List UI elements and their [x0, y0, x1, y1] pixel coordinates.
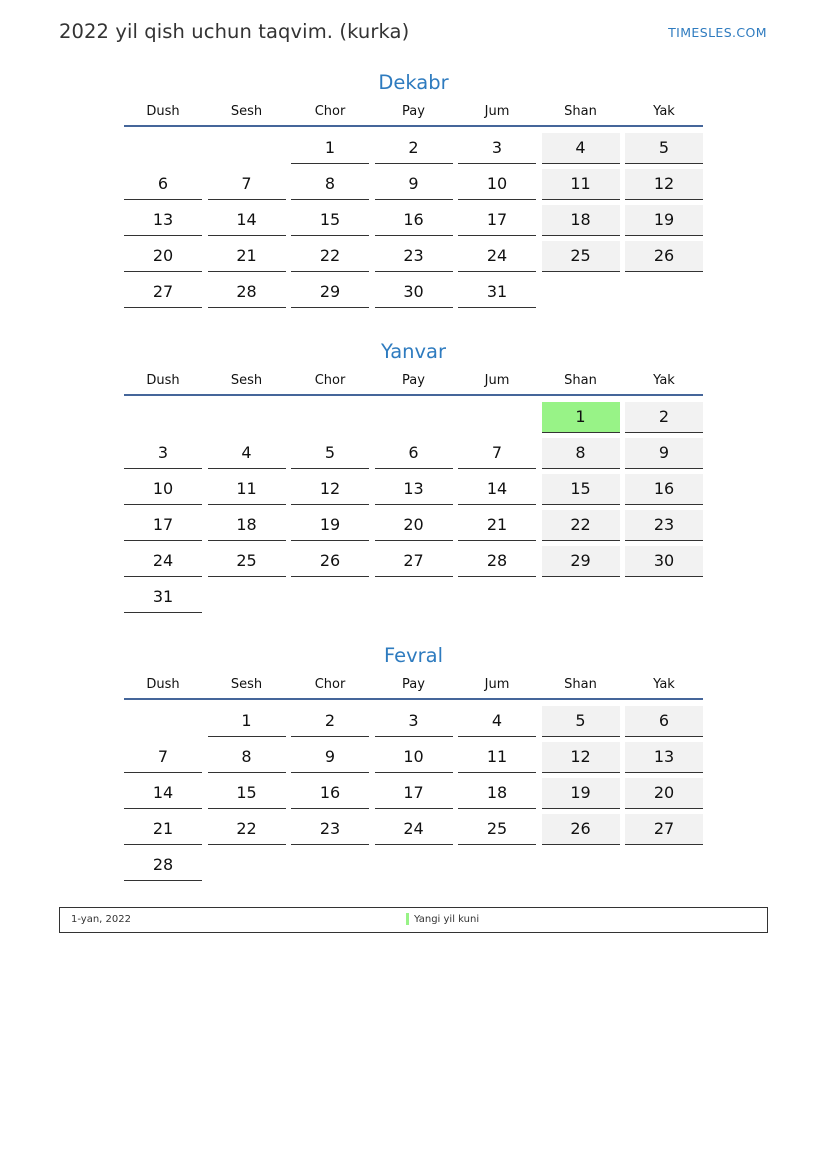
day-cell: 11	[208, 474, 286, 505]
day-cell-empty	[625, 850, 703, 881]
day-cell-empty	[542, 582, 620, 613]
day-cell: 17	[124, 510, 202, 541]
weekday-label: Sesh	[230, 677, 263, 692]
day-cell: 19	[625, 205, 703, 236]
day-cell: 7	[208, 169, 286, 200]
day-cell: 30	[375, 277, 453, 308]
day-cell-empty	[542, 277, 620, 308]
weekday-label: Sesh	[230, 104, 263, 119]
day-cell: 11	[458, 742, 536, 773]
day-cell-empty	[208, 582, 286, 613]
day-cell: 25	[208, 546, 286, 577]
day-cell-empty	[458, 582, 536, 613]
day-cell: 12	[625, 169, 703, 200]
day-cell: 19	[542, 778, 620, 809]
day-cell: 18	[542, 205, 620, 236]
day-cell: 7	[124, 742, 202, 773]
weekday-label: Pay	[402, 104, 425, 119]
day-cell-empty	[375, 402, 453, 433]
weekday-label: Shan	[564, 104, 597, 119]
day-cell-empty	[291, 582, 369, 613]
day-cell-empty	[458, 850, 536, 881]
day-cell: 28	[458, 546, 536, 577]
weekday-label: Dush	[146, 373, 180, 388]
month-title: Dekabr	[378, 71, 449, 94]
day-cell: 22	[291, 241, 369, 272]
day-cell: 5	[625, 133, 703, 164]
day-cell: 15	[542, 474, 620, 505]
weekday-label: Shan	[564, 677, 597, 692]
weekday-label: Yak	[653, 373, 675, 388]
day-cell: 20	[625, 778, 703, 809]
day-cell: 23	[375, 241, 453, 272]
month-fevral	[124, 643, 703, 881]
day-cell: 9	[375, 169, 453, 200]
day-cell: 3	[458, 133, 536, 164]
day-cell: 14	[208, 205, 286, 236]
day-cell: 22	[208, 814, 286, 845]
weekday-label: Jum	[484, 104, 510, 119]
weekday-label: Jum	[484, 677, 510, 692]
holiday-legend	[59, 907, 768, 933]
day-cell-empty	[291, 402, 369, 433]
day-cell: 24	[458, 241, 536, 272]
day-cell: 27	[124, 277, 202, 308]
day-cell: 21	[124, 814, 202, 845]
legend-date: 1-yan, 2022	[71, 914, 131, 925]
weekday-label: Jum	[484, 373, 510, 388]
day-cell: 8	[542, 438, 620, 469]
day-cell: 17	[458, 205, 536, 236]
day-cell: 16	[625, 474, 703, 505]
day-cell: 20	[375, 510, 453, 541]
month-title: Fevral	[383, 644, 444, 667]
day-cell: 11	[542, 169, 620, 200]
day-cell: 12	[542, 742, 620, 773]
day-cell: 26	[542, 814, 620, 845]
days-grid	[124, 402, 703, 613]
day-cell-empty	[208, 133, 286, 164]
day-cell-empty	[625, 277, 703, 308]
day-cell: 17	[375, 778, 453, 809]
day-cell-empty	[208, 402, 286, 433]
day-cell: 27	[375, 546, 453, 577]
day-cell: 28	[124, 850, 202, 881]
day-cell-empty	[625, 582, 703, 613]
weekday-label: Chor	[314, 677, 346, 692]
day-cell: 30	[625, 546, 703, 577]
day-cell: 8	[291, 169, 369, 200]
day-cell: 6	[625, 706, 703, 737]
days-grid	[124, 706, 703, 881]
weekday-label: Dush	[146, 104, 180, 119]
day-cell: 22	[542, 510, 620, 541]
day-cell: 4	[542, 133, 620, 164]
weekday-label: Dush	[146, 677, 180, 692]
day-cell: 5	[291, 438, 369, 469]
day-cell: 5	[542, 706, 620, 737]
day-cell-empty	[458, 402, 536, 433]
day-cell: 1	[291, 133, 369, 164]
day-cell-empty	[124, 706, 202, 737]
day-cell: 2	[375, 133, 453, 164]
weekday-label: Pay	[402, 677, 425, 692]
day-cell: 7	[458, 438, 536, 469]
day-cell: 21	[458, 510, 536, 541]
day-cell: 10	[375, 742, 453, 773]
day-cell: 6	[375, 438, 453, 469]
day-cell: 14	[124, 778, 202, 809]
day-cell-empty	[291, 850, 369, 881]
month-dekabr	[124, 70, 703, 308]
day-cell: 10	[124, 474, 202, 505]
day-cell-holiday: 1	[542, 402, 620, 433]
weekday-label: Shan	[564, 373, 597, 388]
day-cell: 18	[208, 510, 286, 541]
page-title: 2022 yil qish uchun taqvim. (kurka)	[59, 20, 410, 43]
day-cell: 29	[291, 277, 369, 308]
day-cell: 2	[625, 402, 703, 433]
month-title: Yanvar	[380, 340, 447, 363]
weekday-label: Yak	[653, 677, 675, 692]
day-cell-empty	[375, 582, 453, 613]
day-cell: 28	[208, 277, 286, 308]
day-cell-empty	[542, 850, 620, 881]
day-cell: 24	[124, 546, 202, 577]
day-cell: 14	[458, 474, 536, 505]
day-cell: 3	[124, 438, 202, 469]
day-cell-empty	[208, 850, 286, 881]
day-cell: 16	[375, 205, 453, 236]
weekday-header	[124, 105, 703, 127]
day-cell-empty	[375, 850, 453, 881]
weekday-label: Chor	[314, 373, 346, 388]
day-cell: 15	[291, 205, 369, 236]
days-grid	[124, 133, 703, 308]
day-cell: 15	[208, 778, 286, 809]
legend-label: Yangi yil kuni	[414, 914, 480, 925]
day-cell: 3	[375, 706, 453, 737]
weekday-label: Yak	[653, 104, 675, 119]
day-cell: 9	[291, 742, 369, 773]
day-cell: 4	[458, 706, 536, 737]
day-cell: 21	[208, 241, 286, 272]
month-yanvar	[124, 339, 703, 613]
day-cell: 16	[291, 778, 369, 809]
weekday-header	[124, 678, 703, 700]
day-cell: 19	[291, 510, 369, 541]
day-cell: 8	[208, 742, 286, 773]
day-cell: 31	[458, 277, 536, 308]
day-cell: 13	[124, 205, 202, 236]
weekday-header	[124, 374, 703, 396]
day-cell: 13	[375, 474, 453, 505]
day-cell: 29	[542, 546, 620, 577]
day-cell: 13	[625, 742, 703, 773]
day-cell: 18	[458, 778, 536, 809]
day-cell: 1	[208, 706, 286, 737]
day-cell: 20	[124, 241, 202, 272]
day-cell: 25	[542, 241, 620, 272]
day-cell: 2	[291, 706, 369, 737]
day-cell: 24	[375, 814, 453, 845]
day-cell: 31	[124, 582, 202, 613]
site-link[interactable]: TIMESLES.COM	[668, 25, 767, 40]
day-cell: 25	[458, 814, 536, 845]
day-cell-empty	[124, 402, 202, 433]
day-cell-empty	[124, 133, 202, 164]
day-cell: 23	[625, 510, 703, 541]
holiday-color-swatch	[406, 913, 409, 925]
day-cell: 6	[124, 169, 202, 200]
day-cell: 10	[458, 169, 536, 200]
weekday-label: Chor	[314, 104, 346, 119]
day-cell: 23	[291, 814, 369, 845]
day-cell: 12	[291, 474, 369, 505]
day-cell: 26	[625, 241, 703, 272]
day-cell: 9	[625, 438, 703, 469]
day-cell: 26	[291, 546, 369, 577]
weekday-label: Sesh	[230, 373, 263, 388]
day-cell: 27	[625, 814, 703, 845]
weekday-label: Pay	[402, 373, 425, 388]
day-cell: 4	[208, 438, 286, 469]
